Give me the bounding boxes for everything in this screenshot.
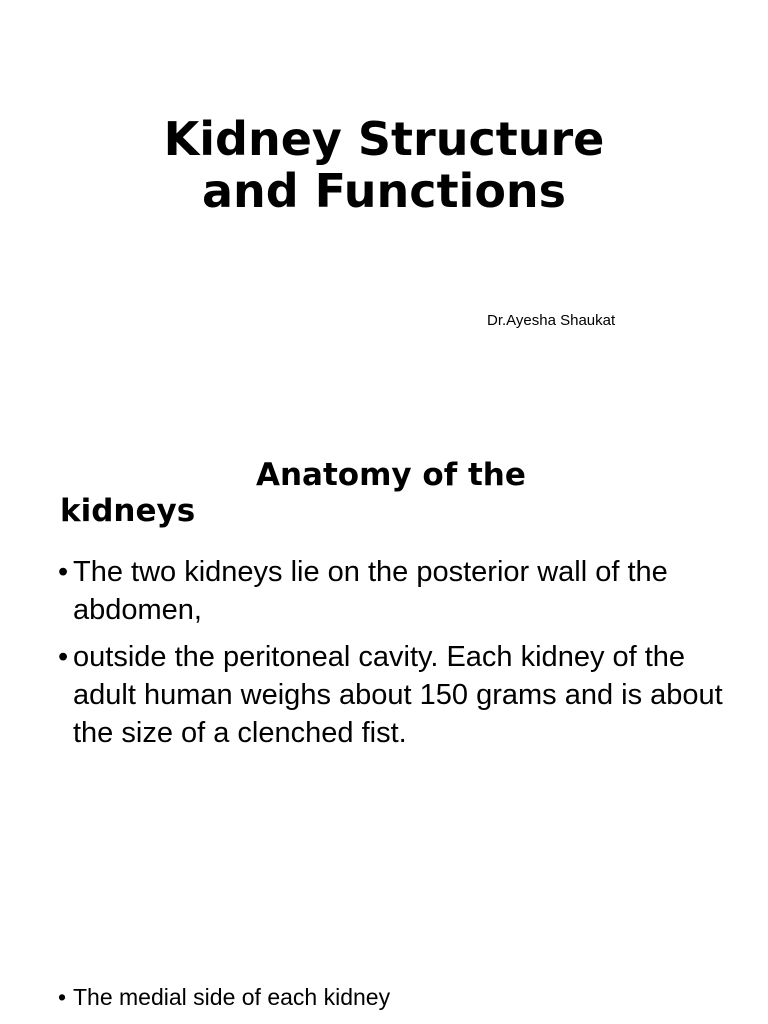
slide-title-line-1: Kidney Structure [163, 112, 605, 166]
bullet-item [58, 553, 728, 629]
bullet-icon: • [58, 641, 69, 673]
bullet-text: The two kidneys lie on the posterior wall of the abdomen, [73, 556, 668, 626]
bottom-bullet-list [58, 983, 390, 1011]
bullet-item [58, 983, 390, 1011]
bullet-icon: • [58, 556, 69, 588]
bullet-list [58, 553, 728, 761]
slide-heading-line-2: kidneys [60, 493, 196, 529]
bullet-text: The medial side of each kidney [73, 984, 391, 1010]
bullet-icon: • [58, 984, 67, 1010]
slide-heading [60, 457, 720, 529]
title-slide [0, 0, 768, 400]
content-slide [0, 400, 768, 1024]
slide-title [0, 113, 768, 217]
bullet-item [58, 638, 728, 752]
slide-title-line-2: and Functions [201, 164, 567, 218]
slide-heading-line-1: Anatomy of the [256, 457, 526, 493]
bullet-text: outside the peritoneal cavity. Each kidney of the adult human weighs about 150 grams and is about the size of a clenched fist. [73, 641, 723, 749]
author-name: Dr.Ayesha Shaukat [487, 312, 616, 329]
